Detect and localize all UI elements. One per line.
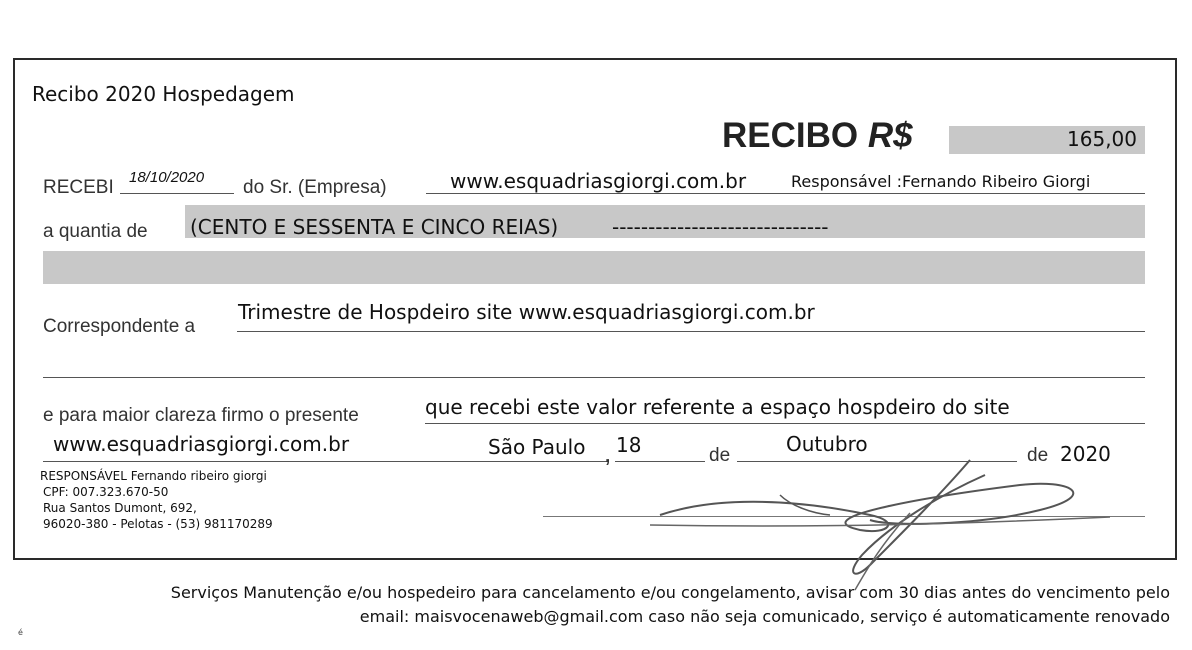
- do-sr-label: do Sr. (Empresa): [243, 177, 387, 198]
- correspondente-label: Correspondente a: [43, 316, 196, 337]
- de-label: de: [709, 445, 731, 466]
- date-line: [120, 193, 234, 194]
- recebi-label: RECEBI: [43, 177, 114, 198]
- recibo-heading: [722, 116, 913, 156]
- responsavel-value: Responsável :Fernando Ribeiro Giorgi: [791, 172, 1091, 191]
- month-value: Outubro: [786, 432, 868, 456]
- currency-symbol: R$: [867, 116, 913, 155]
- blank-line: [43, 377, 1145, 378]
- correspondente-value: Trimestre de Hospdeiro site www.esquadriasgiorgi.com.br: [238, 300, 815, 324]
- quantia-dashes: ------------------------------: [612, 215, 829, 239]
- clareza-line: [425, 423, 1145, 424]
- correspondente-line: [237, 331, 1145, 332]
- receipt-title: Recibo 2020 Hospedagem: [32, 82, 295, 106]
- corner-mark: é: [18, 628, 23, 637]
- comma: ,: [605, 446, 611, 467]
- year-de-label: de: [1027, 445, 1049, 466]
- empresa-line: [426, 193, 1145, 194]
- footer-line1: Serviços Manutenção e/ou hospedeiro para cancelamento e/ou congelamento, avisar com 30 dias antes do vencimento pelo: [170, 583, 1170, 602]
- quantia-value: (CENTO E SESSENTA E CINCO REIAS): [190, 215, 559, 239]
- clareza-label: e para maior clareza firmo o presente: [43, 405, 359, 426]
- clareza-value: que recebi este valor referente a espaço hospdeiro do site: [425, 395, 1010, 419]
- quantia-label: a quantia de: [43, 221, 148, 242]
- responsavel-cpf: CPF: 007.323.670-50: [43, 485, 169, 499]
- year-value: 2020: [1060, 442, 1111, 466]
- footer-line2: email: maisvocenaweb@gmail.com caso não seja comunicado, serviço é automaticamente renovado: [359, 607, 1170, 626]
- responsavel-address: Rua Santos Dumont, 692,: [43, 501, 197, 515]
- site-value: www.esquadriasgiorgi.com.br: [53, 432, 350, 456]
- responsavel-city-phone: 96020-380 - Pelotas - (53) 981170289: [43, 517, 273, 531]
- responsavel-line1: RESPONSÁVEL Fernando ribeiro giorgi: [40, 469, 267, 483]
- amount-value: 165,00: [1067, 127, 1137, 151]
- responsavel-block: [40, 468, 273, 532]
- empresa-value: www.esquadriasgiorgi.com.br: [450, 169, 747, 193]
- footer-notice: [171, 581, 1170, 629]
- quantia-box-2: [43, 251, 1145, 284]
- city-value: São Paulo: [488, 435, 586, 459]
- recebi-date: 18/10/2020: [129, 169, 205, 186]
- site-line: [43, 461, 608, 462]
- recibo-word: RECIBO: [722, 116, 859, 155]
- day-value: 18: [616, 433, 642, 457]
